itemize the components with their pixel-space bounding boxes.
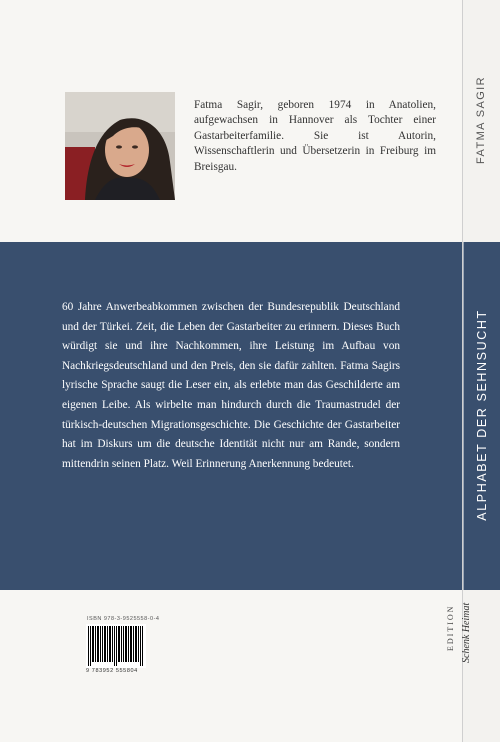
svg-text:Schenk Heimat: Schenk Heimat xyxy=(461,602,472,663)
spine-title: ALPHABET DER SEHNSUCHT xyxy=(475,309,489,521)
spine-band-edge xyxy=(463,242,464,590)
spine-author: FATMA SAGIR xyxy=(475,76,487,164)
isbn-barcode xyxy=(86,624,146,668)
author-photo xyxy=(65,92,175,200)
barcode-number: 9 783952 555804 xyxy=(86,668,138,674)
book-blurb: 60 Jahre Anwerbeabkommen zwischen der Bundesrepublik Deutschland und der Türkei. Zeit, die Leben der Gastarbeiter zu erinnern. Dieses Buch würdigt sie und ihre Nachkommen, ihre Leistung im Aufbau von Nachkriegsdeutschland und den Preis, den sie dafür zahlten. Fatma Sagirs lyrische Sprache saugt die Leser ein, als erlebte man das Geschilderte am eigenen Leibe. Als wirbelte man hindurch durch die Traumastrudel der türkisch-deutschen Migrationsgeschichte. Die Geschichte der Gastarbeiter hat im Diskurs um die deutsche Identität nicht nur am Rande, sondern mittendrin seinen Platz. Weil Erinnerung Anerkennung bedeutet. xyxy=(62,301,400,470)
publisher-logo xyxy=(441,602,500,669)
isbn-label: ISBN 978-3-9525558-0-4 xyxy=(87,616,160,622)
svg-text:EDITION: EDITION xyxy=(446,604,455,651)
author-bio: Fatma Sagir, geboren 1974 in Anatolien, aufgewachsen in Hannover als Tochter einer Gastarbeiterfamilie. Sie ist Autorin, Wissenschaftlerin und Übersetzerin in Freiburg im Breisgau. xyxy=(194,99,436,173)
